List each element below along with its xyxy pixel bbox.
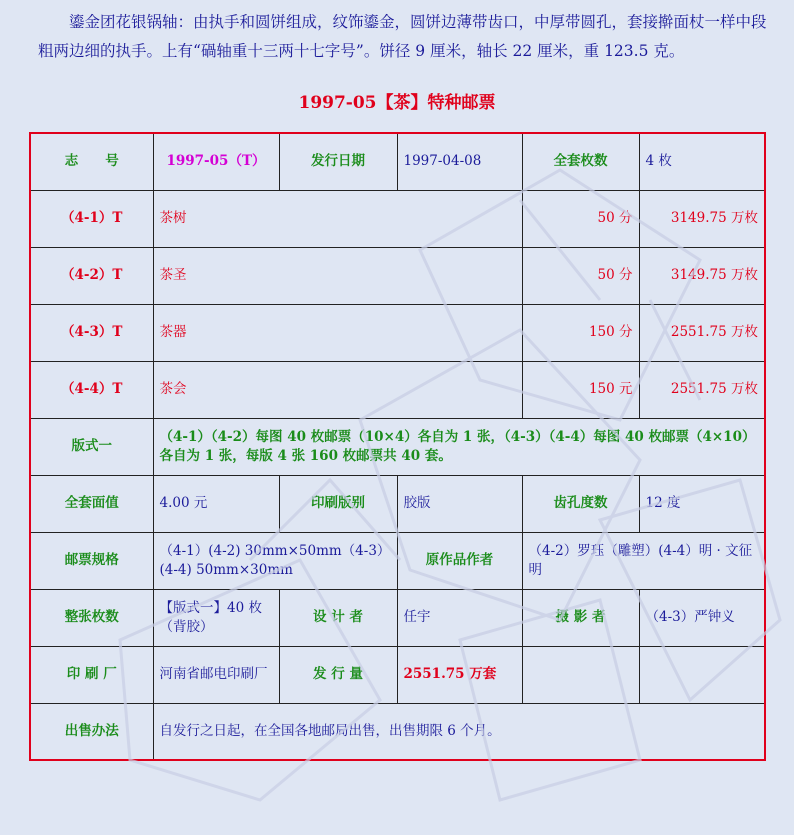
stamp-quantity: 3149.75 万枚: [639, 247, 765, 304]
empty-cell: [522, 646, 639, 703]
stamp-face-value: 150 分: [522, 304, 639, 361]
stamp-quantity: 3149.75 万枚: [639, 190, 765, 247]
stamp-name: 茶圣: [153, 247, 522, 304]
zhihao-label: 志 号: [30, 133, 153, 190]
set-count-value: 4 枚: [639, 133, 765, 190]
perforation-label: 齿孔度数: [522, 475, 639, 532]
perforation-value: 12 度: [639, 475, 765, 532]
sheet-count-value: 【版式一】40 枚（背胶）: [153, 589, 279, 646]
set-count-label: 全套枚数: [522, 133, 639, 190]
header-row: [30, 133, 765, 190]
printer-label: 印 刷 厂: [30, 646, 153, 703]
stamp-info-table: [29, 132, 766, 761]
zhihao-value: 1997-05（T）: [153, 133, 279, 190]
format-value: （4-1）（4-2）每图 40 枚邮票（10×4）各自为 1 张，（4-3）（4-4）每图 40 枚邮票（4×10）各自为 1 张，每版 4 张 160 枚邮票共 40 套。: [153, 418, 765, 475]
designer-value: 任宇: [397, 589, 522, 646]
photographer-value: （4-3）严钟义: [639, 589, 765, 646]
face-total-value: 4.00 元: [153, 475, 279, 532]
stamp-quantity: 2551.75 万枚: [639, 361, 765, 418]
printer-value: 河南省邮电印刷厂: [153, 646, 279, 703]
sale-row: [30, 703, 765, 760]
stamp-code: （4-4）T: [30, 361, 153, 418]
page-title: 1997-05【茶】特种邮票: [298, 93, 496, 113]
face-total-label: 全套面值: [30, 475, 153, 532]
stamp-quantity: 2551.75 万枚: [639, 304, 765, 361]
print-method-value: 胶版: [397, 475, 522, 532]
designer-label: 设 计 者: [279, 589, 397, 646]
size-label: 邮票规格: [30, 532, 153, 589]
photographer-label: 摄 影 者: [522, 589, 639, 646]
issue-date-value: 1997-04-08: [397, 133, 522, 190]
empty-cell: [639, 646, 765, 703]
stamp-row: [30, 304, 765, 361]
stamp-row: [30, 361, 765, 418]
volume-value: 2551.75 万套: [397, 646, 522, 703]
format-row: [30, 418, 765, 475]
print-method-label: 印刷版别: [279, 475, 397, 532]
issue-date-label: 发行日期: [279, 133, 397, 190]
face-total-row: [30, 475, 765, 532]
sheet-count-label: 整张枚数: [30, 589, 153, 646]
intro-paragraph: 鎏金团花银锅轴：由执手和圆饼组成，纹饰鎏金，圆饼边薄带齿口，中厚带圆孔，套接擀面杖一样中段粗两边细的执手。上有“碢轴重十三两十七字号”。饼径 9 厘米，轴长 22 厘米，重 123.5 克。: [38, 13, 767, 60]
size-row: [30, 532, 765, 589]
stamp-name: 茶树: [153, 190, 522, 247]
volume-label: 发 行 量: [279, 646, 397, 703]
stamp-name: 茶器: [153, 304, 522, 361]
printer-row: [30, 646, 765, 703]
stamp-row: [30, 190, 765, 247]
sale-method-value: 自发行之日起，在全国各地邮局出售，出售期限 6 个月。: [153, 703, 765, 760]
sheet-row: [30, 589, 765, 646]
sale-method-label: 出售办法: [30, 703, 153, 760]
stamp-face-value: 50 分: [522, 190, 639, 247]
author-label: 原作品作者: [397, 532, 522, 589]
size-value: （4-1）(4-2) 30mm×50mm（4-3）(4-4) 50mm×30mm: [153, 532, 397, 589]
author-value: （4-2）罗珏（雕塑）(4-4）明 · 文征明: [522, 532, 765, 589]
stamp-code: （4-2）T: [30, 247, 153, 304]
stamp-row: [30, 247, 765, 304]
stamp-code: （4-1）T: [30, 190, 153, 247]
stamp-face-value: 50 分: [522, 247, 639, 304]
stamp-name: 茶会: [153, 361, 522, 418]
stamp-face-value: 150 元: [522, 361, 639, 418]
stamp-code: （4-3）T: [30, 304, 153, 361]
format-label: 版式一: [30, 418, 153, 475]
